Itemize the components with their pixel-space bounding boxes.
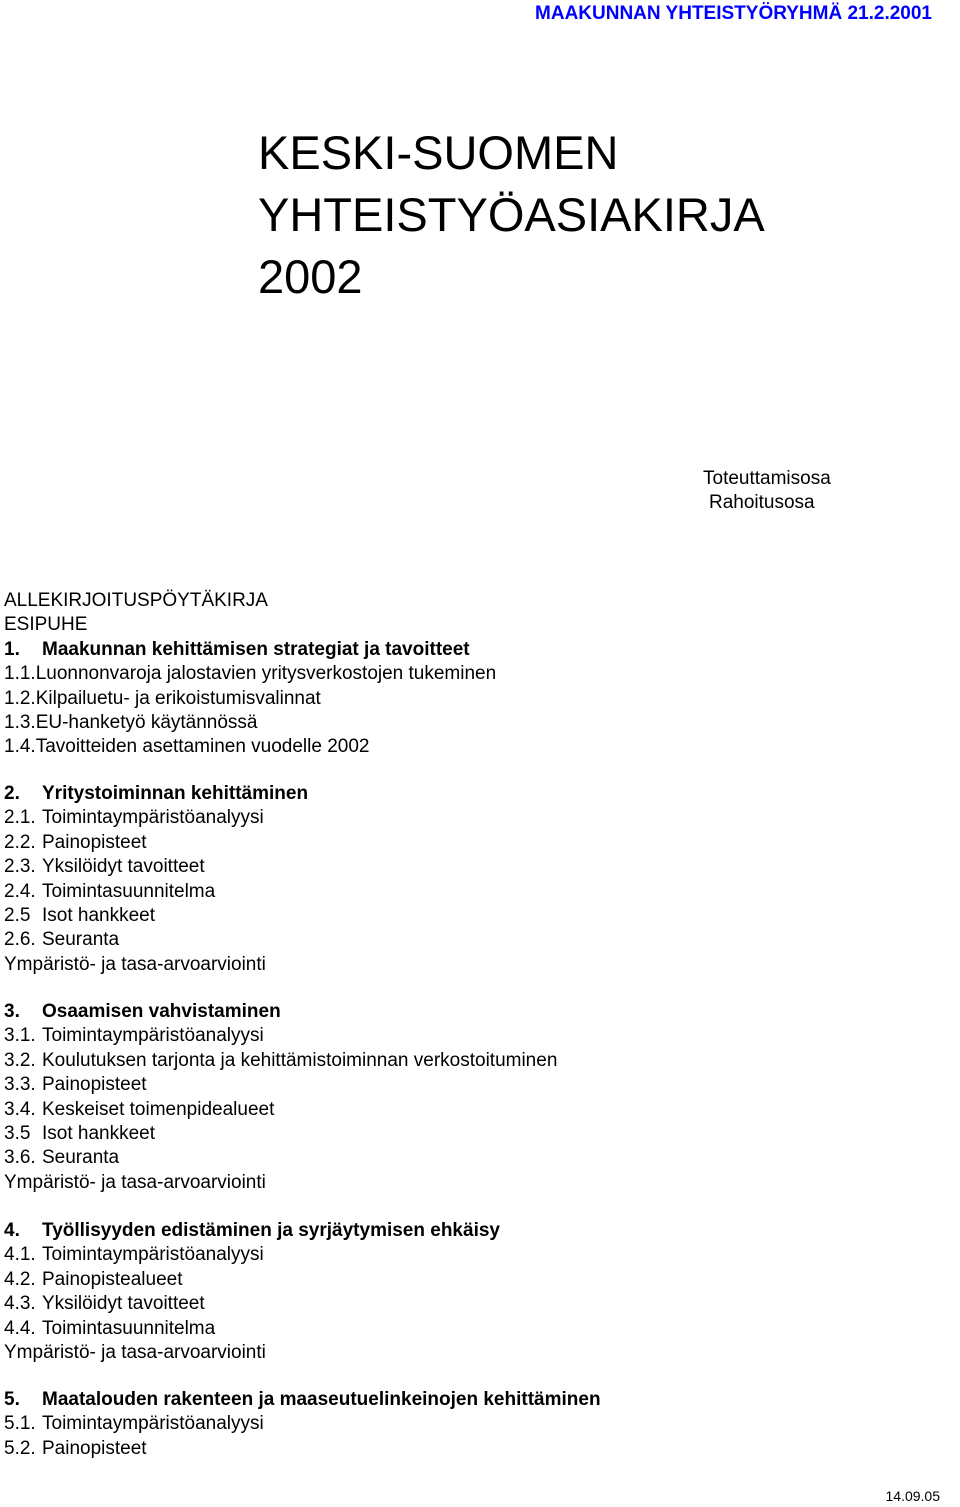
section-toteuttamisosa: Toteuttamisosa [703,468,831,489]
toc-item-arviointi: Ympäristö- ja tasa-arvoarviointi [4,1342,266,1364]
toc-item: 5.2. Painopisteet [4,1437,147,1459]
toc-item: 3.4. Keskeiset toimenpidealueet [4,1098,275,1120]
toc-item: 3.1. Toimintaympäristöanalyysi [4,1025,264,1047]
toc-item: 4.4. Toimintasuunnitelma [4,1317,216,1339]
toc-item: 3.3. Painopisteet [4,1074,147,1096]
toc-block-3 [4,1000,557,1195]
toc-item: 4.3. Yksilöidyt tavoitteet [4,1293,205,1315]
toc-item: 5.1. Toimintaympäristöanalyysi [4,1413,264,1435]
toc-item: 2.2. Painopisteet [4,831,147,853]
toc-esipuhe: ESIPUHE [4,614,88,636]
toc-item: 3.6. Seuranta [4,1147,120,1169]
toc-item: 2.3. Yksilöidyt tavoitteet [4,856,205,878]
toc-item: 3.5 Isot hankkeet [4,1123,156,1145]
toc-section-4-heading: 4. Työllisyyden edistäminen ja syrjäytymisen ehkäisy [4,1220,500,1241]
toc-block-1 [4,589,496,760]
toc-item: 2.6. Seuranta [4,929,120,951]
document-header: MAAKUNNAN YHTEISTYÖRYHMÄ 21.2.2001 [535,3,932,24]
toc-block-5 [4,1388,601,1461]
toc-section-3-heading: 3. Osaamisen vahvistaminen [4,1001,281,1022]
toc-item: 3.2. Koulutuksen tarjonta ja kehittämistoiminnan verkostoituminen [4,1049,558,1071]
toc-section-5-heading: 5. Maatalouden rakenteen ja maaseutuelinkeinojen kehittäminen [4,1389,601,1410]
title-line-2: YHTEISTYÖASIAKIRJA [258,188,765,241]
toc-item: 2.4. Toimintasuunnitelma [4,880,216,902]
title-line-1: KESKI-SUOMEN [258,126,619,179]
toc-item: 1.4.Tavoitteiden asettaminen vuodelle 2002 [4,736,370,758]
toc-item-arviointi: Ympäristö- ja tasa-arvoarviointi [4,1171,266,1193]
toc-section-1-heading: 1. Maakunnan kehittämisen strategiat ja tavoitteet [4,638,470,660]
toc-item: 1.3.EU-hanketyö käytännössä [4,712,258,734]
toc-allekirjoitus: ALLEKIRJOITUSPÖYTÄKIRJA [4,590,268,611]
title-line-3: 2002 [258,250,363,303]
toc-block-4 [4,1219,500,1365]
section-rahoitusosa: Rahoitusosa [709,492,815,513]
toc-item: 1.1.Luonnonvaroja jalostavien yritysverkostojen tukeminen [4,663,497,685]
footer-date: 14.09.05 [885,1488,940,1504]
toc-item: 2.1. Toimintaympäristöanalyysi [4,807,264,829]
toc-item: 4.1. Toimintaympäristöanalyysi [4,1244,264,1266]
toc-section-2-heading: 2. Yritystoiminnan kehittäminen [4,783,309,804]
toc-block-2 [4,782,308,977]
toc-item: 4.2. Painopistealueet [4,1268,183,1290]
toc-item: 2.5 Isot hankkeet [4,905,156,927]
toc-item: 1.2.Kilpailuetu- ja erikoistumisvalinnat [4,687,321,709]
document-title [258,122,765,308]
toc-item-arviointi: Ympäristö- ja tasa-arvoarviointi [4,953,266,975]
